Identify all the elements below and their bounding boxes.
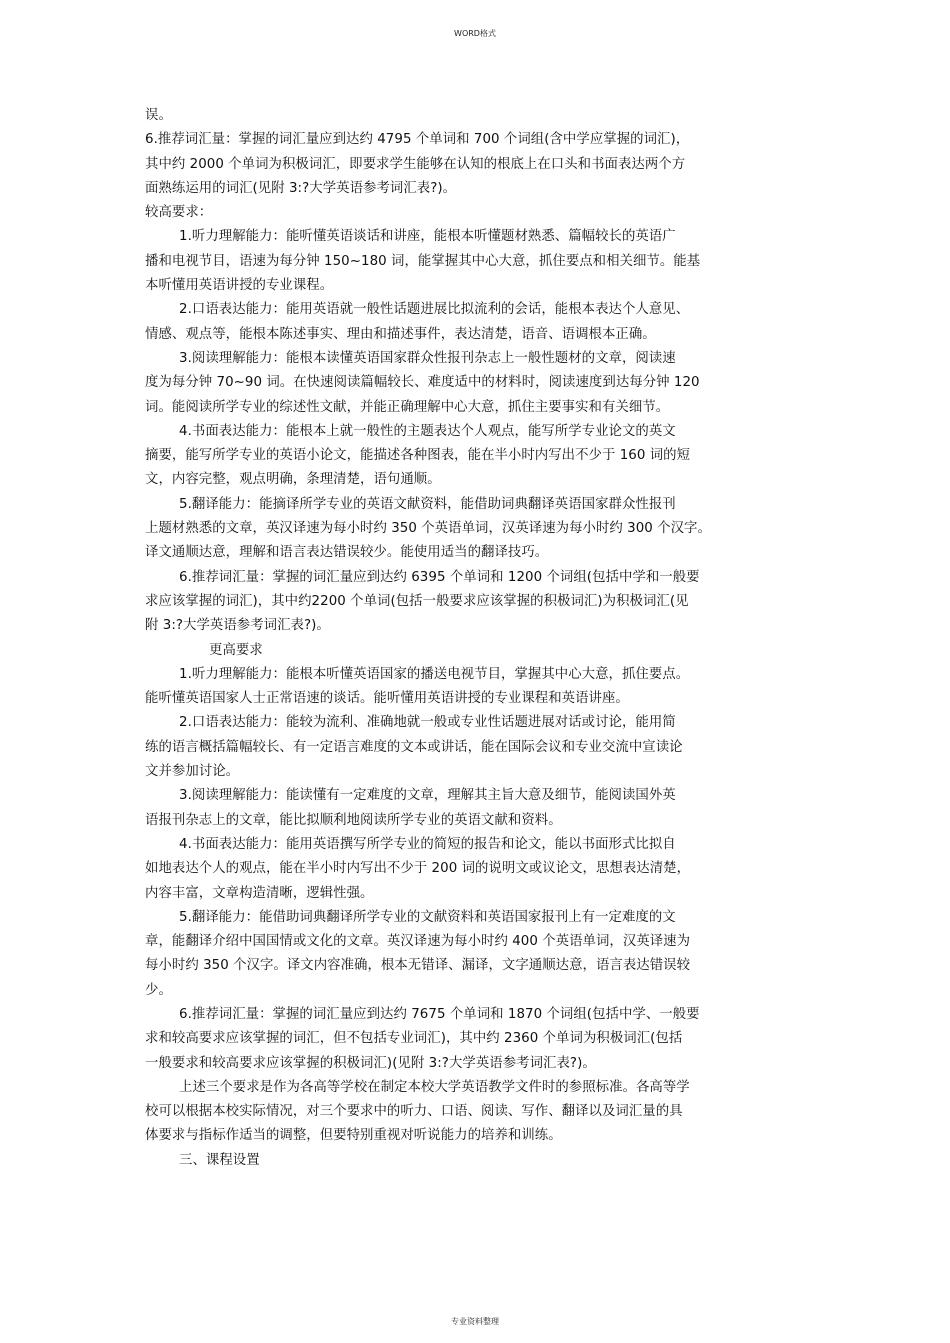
text-line: 1.听力理解能力：能根本听懂英语国家的播送电视节目，掌握其中心大意，抓住要点。	[179, 666, 690, 682]
text-line: 校可以根据本校实际情况，对三个要求中的听力、口语、阅读、写作、翻译以及词汇量的具	[145, 1104, 683, 1120]
section-heading: 更高要求	[209, 642, 263, 658]
text-line: 词。能阅读所学专业的综述性文献，并能正确理解中心大意，抓住主要事实和有关细节。	[145, 399, 670, 415]
text-line: 4.书面表达能力：能根本上就一般性的主题表达个人观点，能写所学专业论文的英文	[179, 423, 676, 439]
text-line: 译文通顺达意，理解和语言表达错误较少。能使用适当的翻译技巧。	[145, 545, 549, 561]
text-line: 4.书面表达能力：能用英语撰写所学专业的简短的报告和论文，能以书面形式比拟自	[179, 836, 676, 852]
text-line: 3.阅读理解能力：能读懂有一定难度的文章，理解其主旨大意及细节，能阅读国外英	[179, 788, 676, 804]
text-line: 面熟练运用的词汇(见附 3:?大学英语参考词汇表?)。	[145, 180, 457, 196]
text-line: 3.阅读理解能力：能根本读懂英语国家群众性报刊杂志上一般性题材的文章，阅读速	[179, 350, 676, 366]
document-body	[145, 104, 765, 1173]
text-line: 度为每分钟 70~90 词。在快速阅读篇幅较长、难度适中的材料时，阅读速度到达每分钟 120	[145, 375, 700, 391]
text-line: 文并参加讨论。	[145, 764, 240, 780]
text-line: 语报刊杂志上的文章，能比拟顺利地阅读所学专业的英语文献和资料。	[145, 812, 562, 828]
text-line: 附 3:?大学英语参考词汇表?)。	[145, 618, 330, 634]
section-heading: 较高要求：	[145, 205, 213, 221]
text-line: 求应该掌握的词汇)，其中约2200 个单词(包括一般要求应该掌握的积极词汇)为积极词汇(见	[145, 593, 689, 609]
text-line: 6.推荐词汇量：掌握的词汇量应到达约 7675 个单词和 1870 个词组(包括中学、一般要	[179, 1006, 700, 1022]
text-line: 本听懂用英语讲授的专业课程。	[145, 278, 334, 294]
text-line: 5.翻译能力：能摘译所学专业的英语文献资料，能借助词典翻译英语国家群众性报刊	[179, 496, 676, 512]
text-line: 一般要求和较高要求应该掌握的积极词汇)(见附 3:?大学英语参考词汇表?)。	[145, 1055, 596, 1071]
text-line: 上题材熟悉的文章，英汉译速为每小时约 350 个英语单词，汉英译速为每小时约 300 个汉字。	[145, 521, 711, 537]
page-header: WORD格式	[454, 29, 496, 38]
text-line: 每小时约 350 个汉字。译文内容准确，根本无错译、漏译，文字通顺达意，语言表达错误较	[145, 958, 691, 974]
text-line: 播和电视节目，语速为每分钟 150~180 词，能掌握其中心大意，抓住要点和相关细节。能基	[145, 253, 701, 269]
text-line: 2.口语表达能力：能较为流利、准确地就一般或专业性话题进展对话或讨论，能用简	[179, 715, 676, 731]
text-line: 如地表达个人的观点，能在半小时内写出不少于 200 词的说明文或议论文，思想表达清楚，	[145, 861, 691, 877]
text-line: 6.推荐词汇量：掌握的词汇量应到达约 4795 个单词和 700 个词组(含中学应掌握的词汇)，	[145, 132, 690, 148]
text-line: 体要求与指标作适当的调整，但要特别重视对听说能力的培养和训练。	[145, 1128, 562, 1144]
text-line: 练的语言概括篇幅较长、有一定语言难度的文本或讲话，能在国际会议和专业交流中宣读论	[145, 739, 683, 755]
text-line: 1.听力理解能力：能听懂英语谈话和讲座，能根本听懂题材熟悉、篇幅较长的英语广	[179, 229, 676, 245]
page-footer: 专业资料整理	[451, 1317, 499, 1326]
text-line: 少。	[145, 982, 172, 998]
text-line: 章，能翻译介绍中国国情或文化的文章。英汉译速为每小时约 400 个英语单词，汉英译速为	[145, 934, 691, 950]
text-line: 2.口语表达能力：能用英语就一般性话题进展比拟流利的会话，能根本表达个人意见、	[179, 302, 690, 318]
text-line: 6.推荐词汇量：掌握的词汇量应到达约 6395 个单词和 1200 个词组(包括中学和一般要	[179, 569, 700, 585]
text-line: 求和较高要求应该掌握的词汇，但不包括专业词汇)，其中约 2360 个单词为积极词汇(包括	[145, 1031, 683, 1047]
text-line: 上述三个要求是作为各高等学校在制定本校大学英语教学文件时的参照标准。各高等学	[179, 1079, 690, 1095]
text-line: 误。	[145, 108, 172, 123]
text-line: 能听懂英语国家人士正常语速的谈话。能听懂用英语讲授的专业课程和英语讲座。	[145, 691, 629, 707]
text-line: 内容丰富，文章构造清晰，逻辑性强。	[145, 885, 374, 901]
text-line: 其中约 2000 个单词为积极词汇，即要求学生能够在认知的根底上在口头和书面表达两个方	[145, 156, 686, 172]
text-line: 文，内容完整，观点明确，条理清楚，语句通顺。	[145, 472, 441, 488]
text-line: 5.翻译能力：能借助词典翻译所学专业的文献资料和英语国家报刊上有一定难度的文	[179, 909, 676, 925]
text-line: 情感、观点等，能根本陈述事实、理由和描述事件，表达清楚，语音、语调根本正确。	[145, 326, 656, 342]
section-heading: 三、课程设置	[179, 1152, 260, 1168]
text-line: 摘要，能写所学专业的英语小论文，能描述各种图表，能在半小时内写出不少于 160 词的短	[145, 448, 691, 464]
